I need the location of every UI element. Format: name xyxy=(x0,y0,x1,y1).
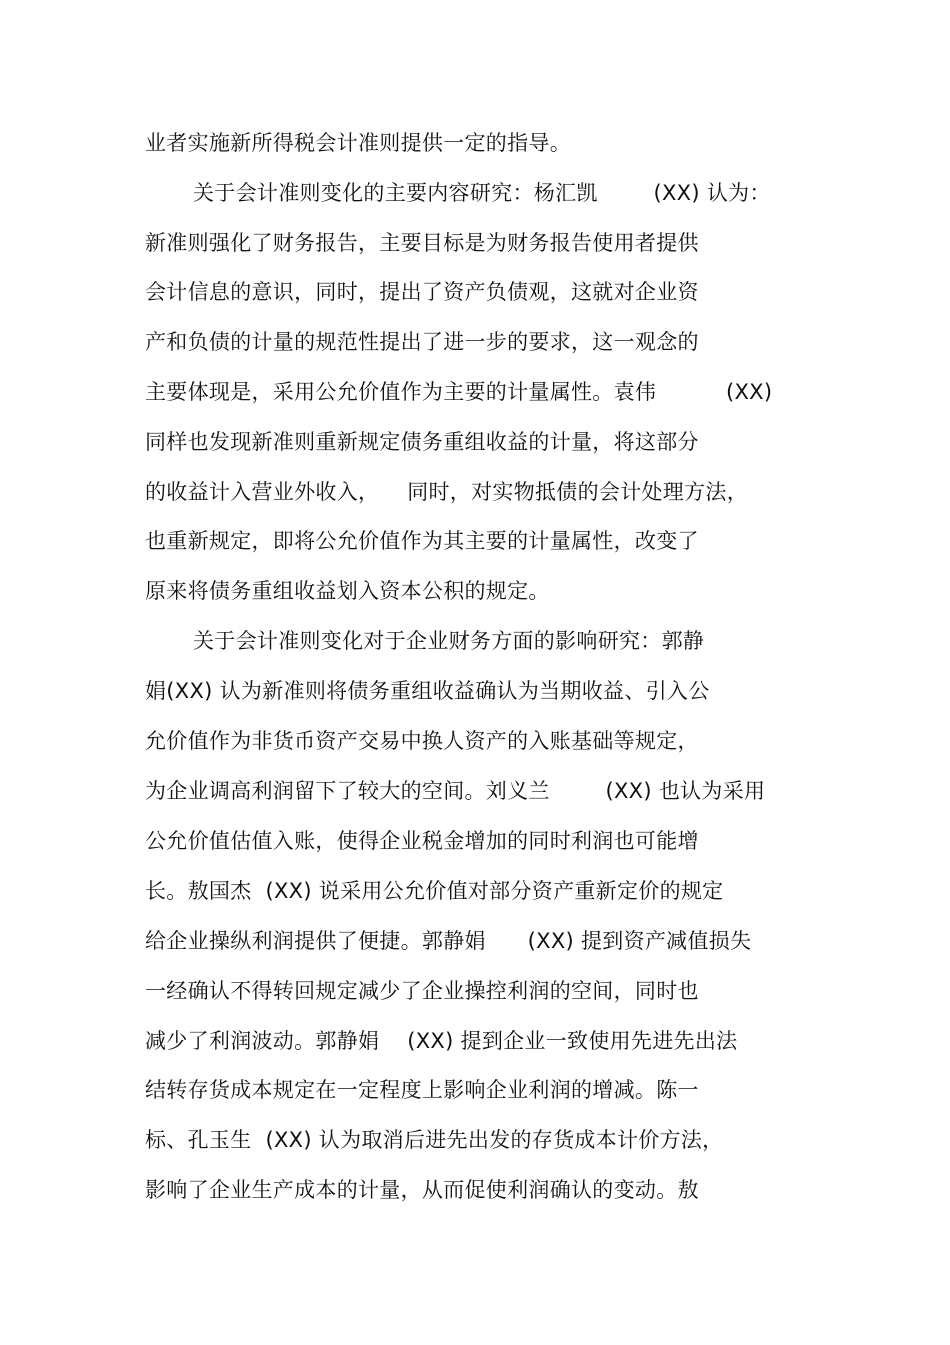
text-line: 主要体现是，采用公允价值作为主要的计量属性。袁伟 (XX) xyxy=(145,380,773,404)
text-line: 的收益计入营业外收入， 同时，对实物抵债的会计处理方法， xyxy=(145,480,748,504)
text-line: 给企业操纵利润提供了便捷。郭静娟 (XX) 提到资产减值损失 xyxy=(145,929,752,953)
text-line: 减少了利润波动。郭静娟 (XX) 提到企业一致使用先进先出法 xyxy=(145,1029,738,1053)
text-line: 长。敖国杰 (XX) 说采用公允价值对部分资产重新定价的规定 xyxy=(145,879,724,903)
text-line: 产和负债的计量的规范性提出了进一步的要求，这一观念的 xyxy=(145,330,699,354)
text-line: 娟(XX) 认为新准则将债务重组收益确认为当期收益、引入公 xyxy=(145,679,710,703)
text-line: 同样也发现新准则重新规定债务重组收益的计量，将这部分 xyxy=(145,430,699,454)
text-line: 会计信息的意识，同时，提出了资产负债观，这就对企业资 xyxy=(145,280,699,304)
text-line: 也重新规定，即将公允价值作为其主要的计量属性，改变了 xyxy=(145,529,699,553)
text-line: 标、孔玉生 (XX) 认为取消后进先出发的存货成本计价方法， xyxy=(145,1128,724,1152)
text-line: 业者实施新所得税会计准则提供一定的指导。 xyxy=(145,131,571,155)
text-line: 允价值作为非货币资产交易中换人资产的入账基础等规定， xyxy=(145,729,699,753)
paragraph-first-line: 关于会计准则变化的主要内容研究：杨汇凯 (XX) 认为： xyxy=(193,181,771,205)
text-line: 为企业调高利润留下了较大的空间。刘义兰 (XX) 也认为采用 xyxy=(145,779,766,803)
paragraph-first-line: 关于会计准则变化对于企业财务方面的影响研究：郭静 xyxy=(193,629,705,653)
text-line: 新准则强化了财务报告，主要目标是为财务报告使用者提供 xyxy=(145,231,699,255)
text-line: 公允价值估值入账，使得企业税金增加的同时利润也可能增 xyxy=(145,829,699,853)
text-line: 影响了企业生产成本的计量，从而促使利润确认的变动。敖 xyxy=(145,1178,699,1202)
text-line: 结转存货成本规定在一定程度上影响企业利润的增减。陈一 xyxy=(145,1078,699,1102)
text-line: 一经确认不得转回规定减少了企业操控利润的空间，同时也 xyxy=(145,979,699,1003)
text-line: 原来将债务重组收益划入资本公积的规定。 xyxy=(145,579,550,603)
